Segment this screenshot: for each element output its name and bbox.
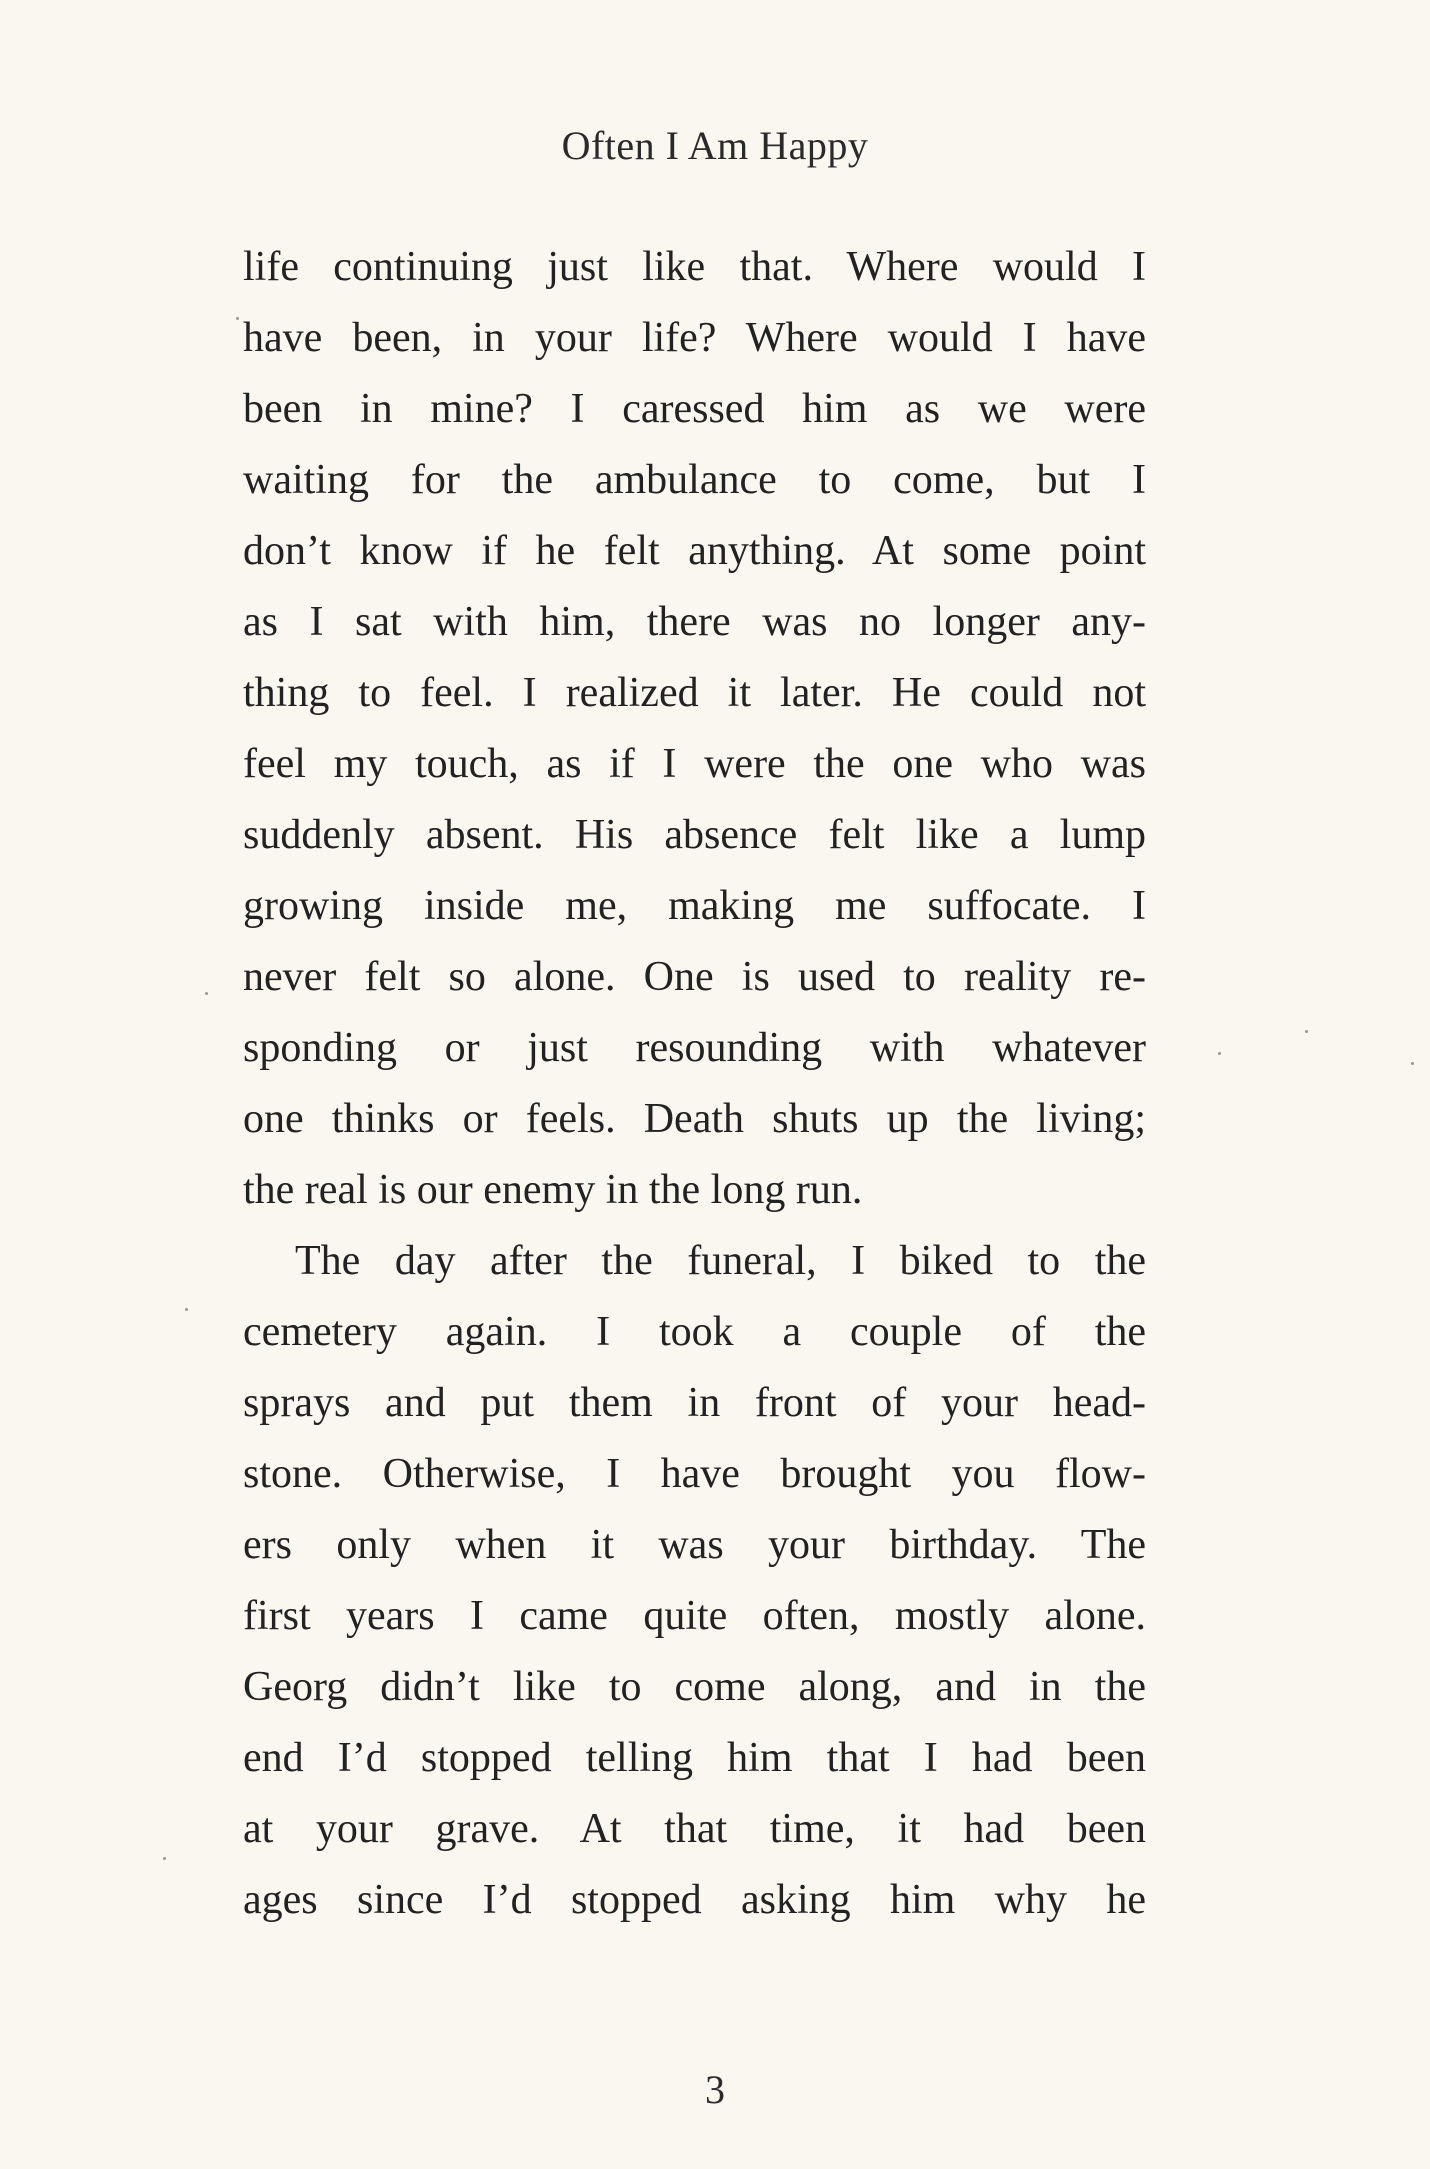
scan-speck (1218, 1052, 1221, 1055)
paragraph-1 (243, 232, 1146, 1226)
paragraph-2 (243, 1226, 1146, 1936)
text-line: at your grave. At that time, it had been (243, 1806, 1146, 1852)
text-line: thing to feel. I realized it later. He could not (243, 670, 1146, 716)
page-number: 3 (705, 2067, 725, 2112)
scan-speck (1305, 1030, 1308, 1033)
text-line: been in mine? I caressed him as we were (243, 386, 1146, 432)
scan-speck (205, 992, 208, 995)
text-line: the real is our enemy in the long run. (243, 1167, 863, 1213)
body-text (243, 232, 1146, 1936)
text-line: suddenly absent. His absence felt like a lump (243, 812, 1146, 858)
text-line: don’t know if he felt anything. At some point (243, 528, 1146, 574)
text-line: sponding or just resounding with whatever (243, 1025, 1146, 1071)
scan-speck (185, 1308, 188, 1311)
text-line: The day after the funeral, I biked to the (295, 1238, 1146, 1284)
text-line: sprays and put them in front of your head- (243, 1380, 1146, 1426)
scan-speck (1411, 1062, 1414, 1065)
text-line: Georg didn’t like to come along, and in the (243, 1664, 1146, 1710)
text-line: cemetery again. I took a couple of the (243, 1309, 1146, 1355)
scan-speck (236, 317, 239, 320)
scan-speck (163, 1857, 166, 1860)
text-line: as I sat with him, there was no longer any- (243, 599, 1146, 645)
text-line: first years I came quite often, mostly alone. (243, 1593, 1146, 1639)
text-line: life continuing just like that. Where would I (243, 244, 1146, 290)
text-line: feel my touch, as if I were the one who was (243, 741, 1146, 787)
text-line: stone. Otherwise, I have brought you flow- (243, 1451, 1146, 1497)
text-line: never felt so alone. One is used to reality re- (243, 954, 1146, 1000)
text-line: waiting for the ambulance to come, but I (243, 457, 1146, 503)
text-line: one thinks or feels. Death shuts up the living; (243, 1096, 1146, 1142)
text-line: have been, in your life? Where would I have (243, 315, 1146, 361)
text-line: ages since I’d stopped asking him why he (243, 1877, 1146, 1923)
text-line: ers only when it was your birthday. The (243, 1522, 1146, 1568)
text-line: growing inside me, making me suffocate. I (243, 883, 1146, 929)
text-line: end I’d stopped telling him that I had been (243, 1735, 1146, 1781)
running-header: Often I Am Happy (561, 123, 869, 168)
